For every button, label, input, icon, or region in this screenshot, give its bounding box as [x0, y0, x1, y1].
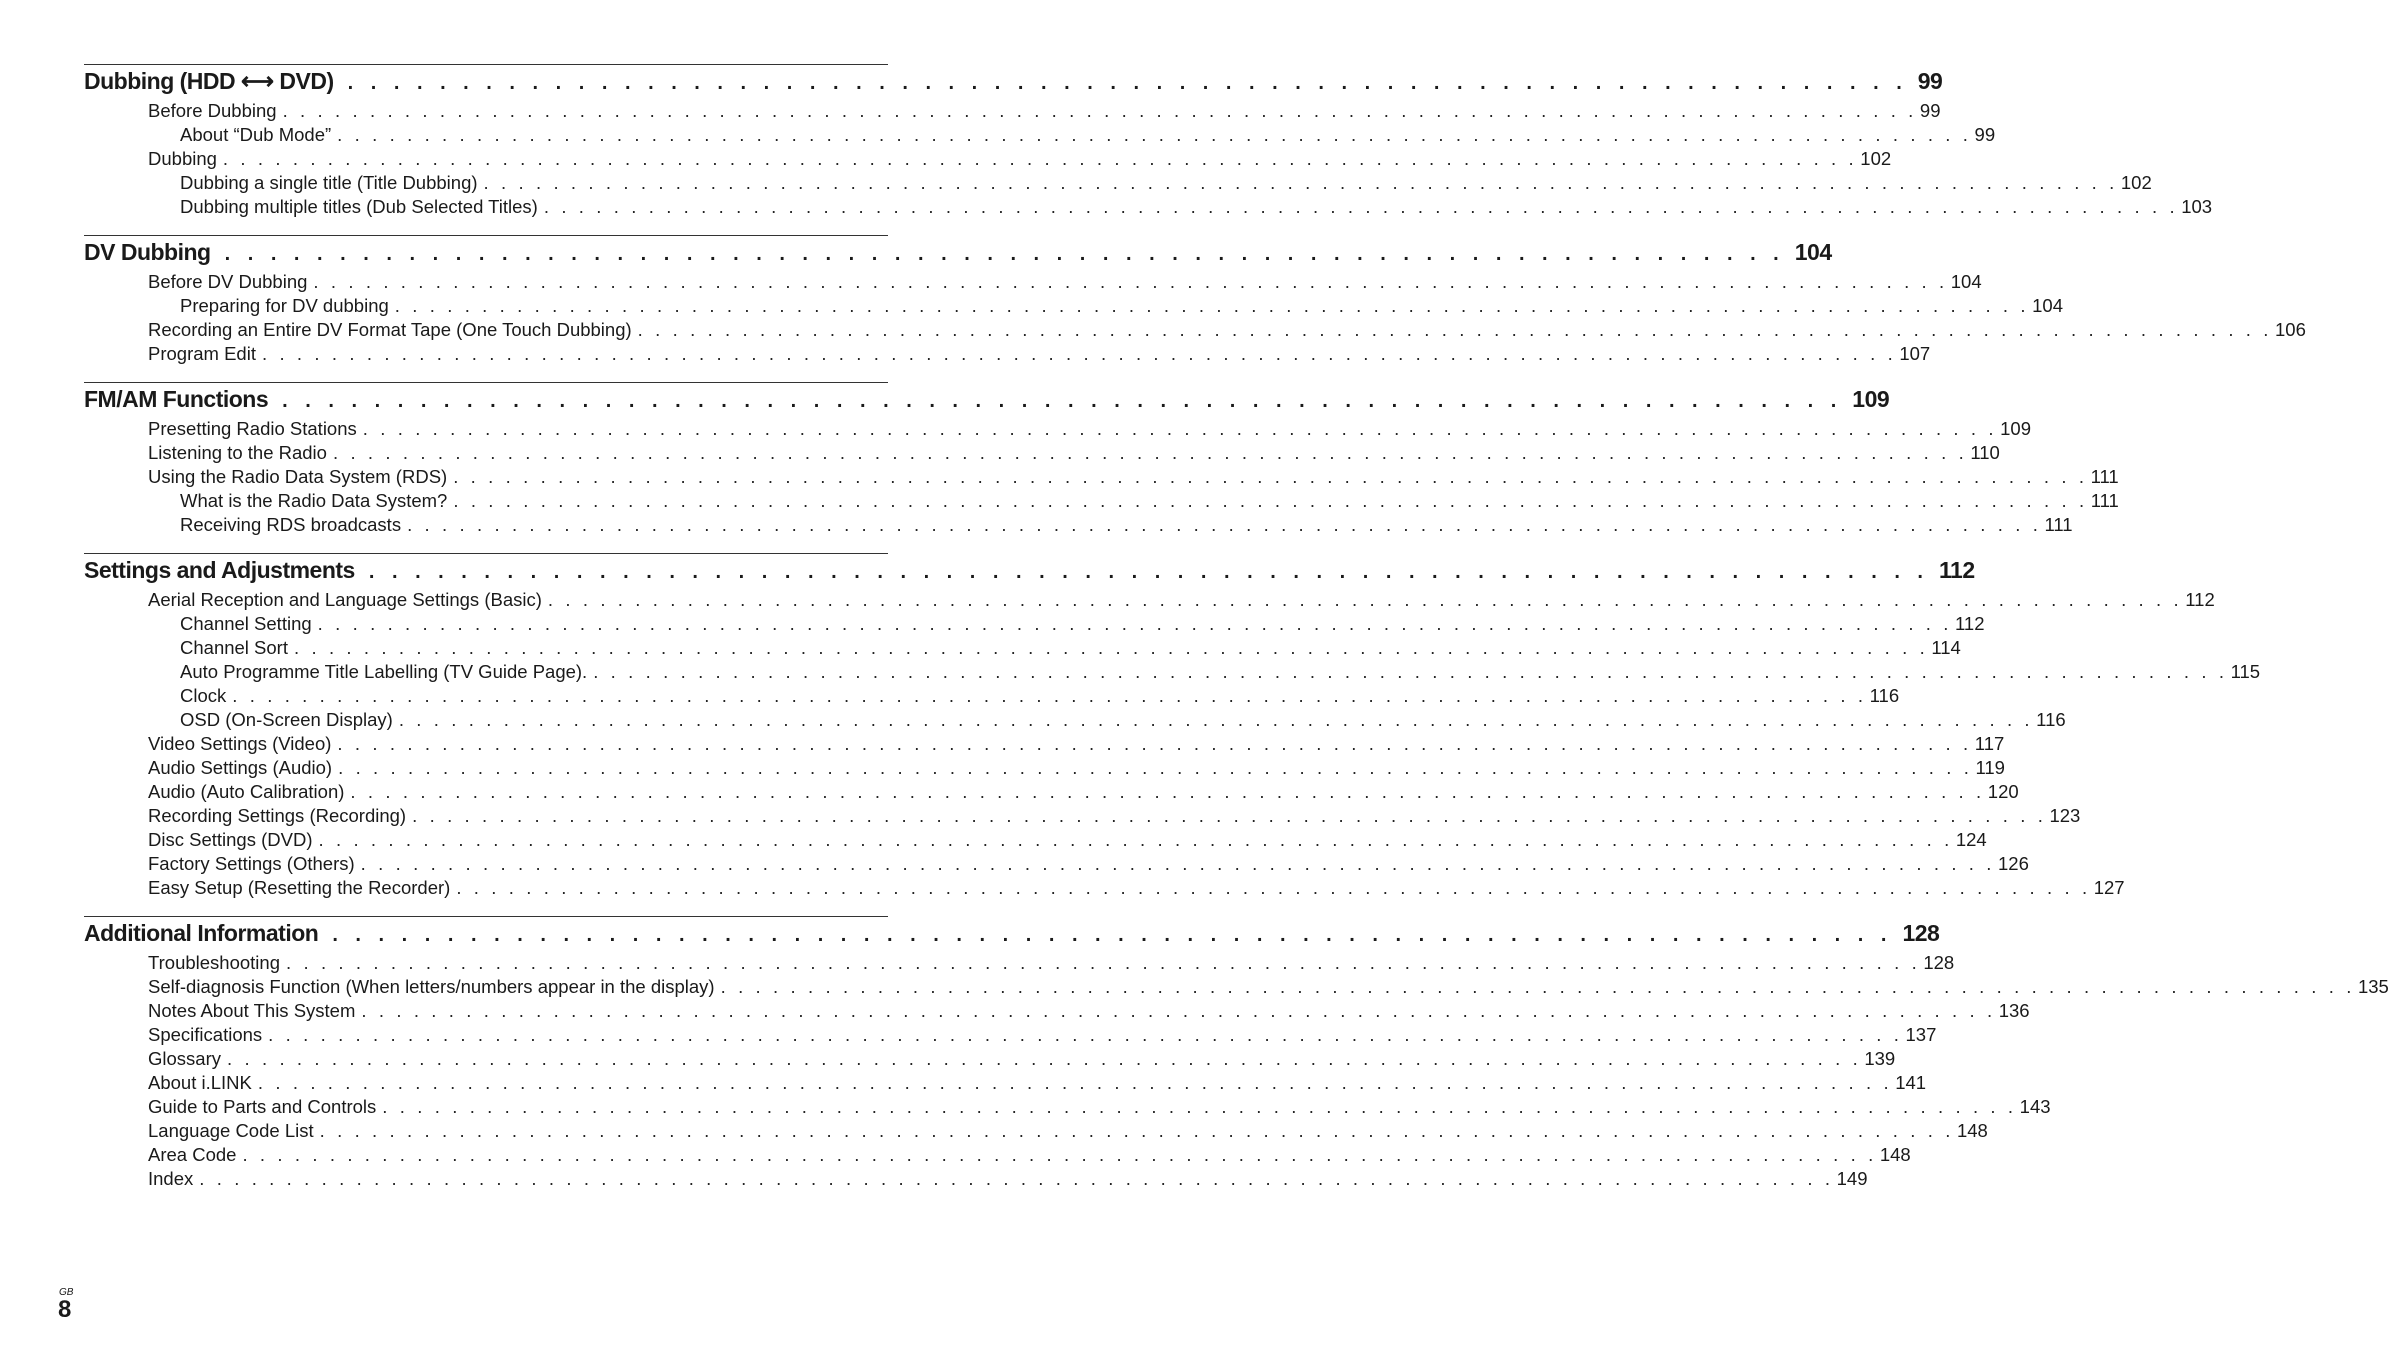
toc-entry[interactable]	[84, 876, 2125, 900]
toc-entry[interactable]	[84, 342, 1931, 366]
toc-entry[interactable]	[84, 1047, 1896, 1071]
section-heading[interactable]	[84, 64, 1943, 99]
dot-leader: . . . . . . . . . . . . . . . . . . . . . . . . . . . . . . . . . . . . . . . . . . . . . . . . . . . . . . . . . . . . . . . . . . . . . . . . . . . . . . . . . . . . . . . . . . . . . .	[319, 1120, 1954, 1141]
toc-entry[interactable]	[84, 804, 2081, 828]
entry-title: Notes About This System	[148, 1000, 356, 1021]
toc-entry[interactable]	[84, 1071, 1927, 1095]
toc-entry[interactable]	[84, 756, 2005, 780]
entry-page-number: 99	[1919, 100, 1941, 121]
entry-title: About “Dub Mode”	[180, 124, 332, 145]
entry-page-number: 111	[2090, 490, 2119, 511]
table-of-contents	[84, 64, 2389, 1207]
dot-leader: . . . . . . . . . . . . . . . . . . . . . . . . . . . . . . . . . . . . . . . . . . . . . . . . . . . . . . . . . . . . . . . . . . . .	[368, 561, 1929, 583]
dot-leader: . . . . . . . . . . . . . . . . . . . . . . . . . . . . . . . . . . . . . . . . . . . . . . . . . . . . . . . . . . . . . . . . . . . . . . . . . . . . . . . . . . . . . . . . . . . . . .	[293, 637, 1929, 658]
toc-entry[interactable]	[84, 195, 2213, 219]
section-title: Settings and Adjustments	[84, 557, 355, 583]
dot-leader: . . . . . . . . . . . . . . . . . . . . . . . . . . . . . . . . . . . . . . . . . . . . . . . . . . . . . . . . . . . . . . . . . . . . . . . . . . . . . . . . . . . . . . . . . . . . . .	[453, 466, 2088, 487]
dot-leader: . . . . . . . . . . . . . . . . . . . . . . . . . . . . . . . . . . . . . . . . . . . . . . . . . . . . . . . . . . . . . . . . . . . . . . . . . . . . . . . . . . . . . . . . . . . . . .	[338, 757, 1973, 778]
section-page-number: 109	[1852, 386, 1890, 412]
dot-leader: . . . . . . . . . . . . . . . . . . . . . . . . . . . . . . . . . . . . . . . . . . . . . . . . . . . . . . . . . . . . . . . . . . . . . . . . . . . . . . . . . . . . . . . . . . . . . .	[407, 514, 2042, 535]
dot-leader: . . . . . . . . . . . . . . . . . . . . . . . . . . . . . . . . . . . . . . . . . . . . . . . . . . . . . . . . . . . . . . . . . . . . . . . . . . . . . . . . . . . . . . . . . . . . . .	[242, 1144, 1877, 1165]
dot-leader: . . . . . . . . . . . . . . . . . . . . . . . . . . . . . . . . . . . . . . . . . . . . . . . . . . . . . . . . . . . . . . . . . . . . . . . . . . . . . . . . . . . . . . . . . . . . . .	[261, 343, 1897, 364]
dot-leader: . . . . . . . . . . . . . . . . . . . . . . . . . . . . . . . . . . . . . . . . . . . . . . . . . . . . . . . . . . . . . . . . . . . . . . . . . . . . . . . . . . . . . . . . . . . . . .	[637, 319, 2273, 340]
toc-entry[interactable]	[84, 780, 2019, 804]
entry-page-number: 149	[1836, 1168, 1868, 1189]
toc-entry[interactable]	[84, 951, 1955, 975]
entry-page-number: 112	[2185, 589, 2215, 610]
entry-title: Listening to the Radio	[148, 442, 327, 463]
entry-title: OSD (On-Screen Display)	[180, 709, 393, 730]
entry-page-number: 115	[2230, 661, 2261, 682]
dot-leader: . . . . . . . . . . . . . . . . . . . . . . . . . . . . . . . . . . . . . . . . . . . . . . . . . . . . . . . . . . . . . . . . . . . . . . . . . . . . . . . . . . . . . . . . . . . . . .	[593, 661, 2228, 682]
toc-entry[interactable]	[84, 513, 2073, 537]
entry-title: Language Code List	[148, 1120, 314, 1141]
toc-entry[interactable]	[84, 441, 2000, 465]
toc-section	[84, 235, 2306, 366]
entry-page-number: 114	[1931, 637, 1961, 658]
entry-title: Glossary	[148, 1048, 221, 1069]
entry-page-number: 123	[2049, 805, 2081, 826]
toc-entry[interactable]	[84, 417, 2031, 441]
dot-leader: . . . . . . . . . . . . . . . . . . . . . . . . . . . . . . . . . . . . . . . . . . . . . . . . . . . . . . . . . . . . . . . . . . . .	[347, 72, 1908, 94]
toc-entry[interactable]	[84, 1167, 1868, 1191]
entry-page-number: 120	[1987, 781, 2019, 802]
entry-title: Self-diagnosis Function (When letters/numbers appear in the display)	[148, 976, 715, 997]
entry-page-number: 124	[1955, 829, 1987, 850]
toc-entry[interactable]	[84, 123, 1996, 147]
toc-entry[interactable]	[84, 465, 2119, 489]
entry-title: Troubleshooting	[148, 952, 280, 973]
dot-leader: . . . . . . . . . . . . . . . . . . . . . . . . . . . . . . . . . . . . . . . . . . . . . . . . . . . . . . . . . . . . . . . . . . . . . . . . . . . . . . . . . . . . . . . . . . . . . .	[313, 271, 1948, 292]
entry-title: Recording an Entire DV Format Tape (One Touch Dubbing)	[148, 319, 632, 340]
dot-leader: . . . . . . . . . . . . . . . . . . . . . . . . . . . . . . . . . . . . . . . . . . . . . . . . . . . . . . . . . . . . . . . . . . . . . . . . . . . . . . . . . . . . . . . . . . . . . .	[337, 733, 1972, 754]
section-page-number: 128	[1902, 920, 1940, 946]
entry-page-number: 99	[1974, 124, 1996, 145]
toc-entry[interactable]	[84, 708, 2066, 732]
entry-title: Receiving RDS broadcasts	[180, 514, 402, 535]
entry-page-number: 107	[1899, 343, 1931, 364]
section-page-number: 112	[1939, 557, 1975, 583]
entry-page-number: 103	[2181, 196, 2213, 217]
entry-page-number: 112	[1955, 613, 1985, 634]
section-title: Dubbing (HDD ⟷ DVD)	[84, 68, 334, 94]
dot-leader: . . . . . . . . . . . . . . . . . . . . . . . . . . . . . . . . . . . . . . . . . . . . . . . . . . . . . . . . . . . . . . . . . . . . . . . . . . . . . . . . . . . . . . . . . . . . . .	[394, 295, 2030, 316]
entry-title: What is the Radio Data System?	[180, 490, 448, 511]
dot-leader: . . . . . . . . . . . . . . . . . . . . . . . . . . . . . . . . . . . . . . . . . . . . . . . . . . . . . . . . . . . . . . . . . . . . . . . . . . . . . . . . . . . . . . . . . . . . . .	[362, 418, 1998, 439]
toc-section	[84, 382, 2119, 537]
entry-page-number: 104	[1950, 271, 1982, 292]
entry-title: Dubbing a single title (Title Dubbing)	[180, 172, 478, 193]
entry-page-number: 111	[2044, 514, 2073, 535]
toc-entry[interactable]	[84, 99, 1941, 123]
dot-leader: . . . . . . . . . . . . . . . . . . . . . . . . . . . . . . . . . . . . . . . . . . . . . . . . . . . . . . . . . . . . . . . . . . . . . . . . . . . . . . . . . . . . . . . . . . . . . .	[227, 1048, 1862, 1069]
page-number: 8	[58, 1296, 72, 1323]
entry-page-number: 137	[1905, 1024, 1937, 1045]
dot-leader: . . . . . . . . . . . . . . . . . . . . . . . . . . . . . . . . . . . . . . . . . . . . . . . . . . . . . . . . . . . . . . . . . . . . . . . . . . . . . . . . . . . . . . . . . . . . . .	[453, 490, 2088, 511]
entry-title: Dubbing multiple titles (Dub Selected Titles)	[180, 196, 538, 217]
dot-leader: . . . . . . . . . . . . . . . . . . . . . . . . . . . . . . . . . . . . . . . . . . . . . . . . . . . . . . . . . . . . . . . . . . . . . . . . . . . . . . . . . . . . . . . . . . . . . .	[483, 172, 2118, 193]
region-code: GB	[59, 1287, 74, 1298]
dot-leader: . . . . . . . . . . . . . . . . . . . . . . . . . . . . . . . . . . . . . . . . . . . . . . . . . . . . . . . . . . . . . . . . . . . . . . . . . . . . . . . . . . . . . . . . . . . . . .	[285, 952, 1921, 973]
toc-entry[interactable]	[84, 999, 2030, 1023]
toc-entry[interactable]	[84, 1095, 2051, 1119]
dot-leader: . . . . . . . . . . . . . . . . . . . . . . . . . . . . . . . . . . . . . . . . . . . . . . . . . . . . . . . . . . . . . . . . . . . . . . . . . . . . . . . . . . . . . . . . . . . . . .	[412, 805, 2047, 826]
section-title: FM/AM Functions	[84, 386, 269, 412]
dot-leader: . . . . . . . . . . . . . . . . . . . . . . . . . . . . . . . . . . . . . . . . . . . . . . . . . . . . . . . . . . . . . . . . . . . . . . . . . . . . . . . . . . . . . . . . . . . . . .	[222, 148, 1858, 169]
section-heading[interactable]	[84, 553, 1975, 588]
dot-leader: . . . . . . . . . . . . . . . . . . . . . . . . . . . . . . . . . . . . . . . . . . . . . . . . . . . . . . . . . . . . . . . . . . . . . . . . . . . . . . . . . . . . . . . . . . . . . .	[337, 124, 1972, 145]
entry-page-number: 109	[2000, 418, 2031, 439]
entry-page-number: 141	[1895, 1072, 1927, 1093]
entry-title: Presetting Radio Stations	[148, 418, 357, 439]
dot-leader: . . . . . . . . . . . . . . . . . . . . . . . . . . . . . . . . . . . . . . . . . . . . . . . . . . . . . . . . . . . . . . . . . . . . . . . . . . . . . . . . . . . . . . . . . . . . . .	[332, 442, 1968, 463]
entry-page-number: 136	[1998, 1000, 2030, 1021]
dot-leader: . . . . . . . . . . . . . . . . . . . . . . . . . . . . . . . . . . . . . . . . . . . . . . . . . . . . . . . . . . . . . . . . . . . .	[224, 243, 1785, 265]
dot-leader: . . . . . . . . . . . . . . . . . . . . . . . . . . . . . . . . . . . . . . . . . . . . . . . . . . . . . . . . . . . . . . . . . . . . . . . . . . . . . . . . . . . . . . . . . . . . . .	[199, 1168, 1834, 1189]
entry-page-number: 104	[2032, 295, 2064, 316]
dot-leader: . . . . . . . . . . . . . . . . . . . . . . . . . . . . . . . . . . . . . . . . . . . . . . . . . . . . . . . . . . . . . . . . . . . . . . . . . . . . . . . . . . . . . . . . . . . . . .	[360, 853, 1996, 874]
toc-entry[interactable]	[84, 660, 2261, 684]
entry-title: Audio Settings (Audio)	[148, 757, 333, 778]
entry-page-number: 119	[1975, 757, 2005, 778]
toc-entry[interactable]	[84, 1119, 1988, 1143]
dot-leader: . . . . . . . . . . . . . . . . . . . . . . . . . . . . . . . . . . . . . . . . . . . . . . . . . . . . . . . . . . . . . . . . . . . .	[332, 924, 1893, 946]
entry-title: Using the Radio Data System (RDS)	[148, 466, 448, 487]
entry-title: Guide to Parts and Controls	[148, 1096, 377, 1117]
entry-title: Clock	[180, 685, 227, 706]
entry-title: Channel Setting	[180, 613, 312, 634]
entry-page-number: 117	[1974, 733, 2005, 754]
toc-entry[interactable]	[84, 975, 2389, 999]
entry-page-number: 111	[2090, 466, 2119, 487]
dot-leader: . . . . . . . . . . . . . . . . . . . . . . . . . . . . . . . . . . . . . . . . . . . . . . . . . . . . . . . . . . . . . . . . . . . . . . . . . . . . . . . . . . . . . . . . . . . . . .	[350, 781, 1985, 802]
entry-title: Disc Settings (DVD)	[148, 829, 313, 850]
entry-title: Factory Settings (Others)	[148, 853, 355, 874]
entry-title: Recording Settings (Recording)	[148, 805, 407, 826]
section-title: Additional Information	[84, 920, 319, 946]
entry-page-number: 135	[2357, 976, 2389, 997]
dot-leader: . . . . . . . . . . . . . . . . . . . . . . . . . . . . . . . . . . . . . . . . . . . . . . . . . . . . . . . . . . . . . . . . . . . . . . . . . . . . . . . . . . . . . . . . . . . . . .	[232, 685, 1867, 706]
entry-title: Index	[148, 1168, 194, 1189]
section-page-number: 104	[1794, 239, 1832, 265]
entry-title: Audio (Auto Calibration)	[148, 781, 345, 802]
toc-entry[interactable]	[84, 732, 2005, 756]
dot-leader: . . . . . . . . . . . . . . . . . . . . . . . . . . . . . . . . . . . . . . . . . . . . . . . . . . . . . . . . . . . . . . . . . . . .	[282, 390, 1843, 412]
toc-entry[interactable]	[84, 318, 2306, 342]
toc-entry[interactable]	[84, 294, 2064, 318]
entry-page-number: 127	[2093, 877, 2125, 898]
entry-title: Program Edit	[148, 343, 256, 364]
entry-page-number: 116	[2036, 709, 2066, 730]
entry-title: Preparing for DV dubbing	[180, 295, 389, 316]
section-page-number: 99	[1917, 68, 1943, 94]
dot-leader: . . . . . . . . . . . . . . . . . . . . . . . . . . . . . . . . . . . . . . . . . . . . . . . . . . . . . . . . . . . . . . . . . . . . . . . . . . . . . . . . . . . . . . . . . . . . . .	[317, 613, 1953, 634]
dot-leader: . . . . . . . . . . . . . . . . . . . . . . . . . . . . . . . . . . . . . . . . . . . . . . . . . . . . . . . . . . . . . . . . . . . . . . . . . . . . . . . . . . . . . . . . . . . . . .	[318, 829, 1953, 850]
entry-page-number: 143	[2019, 1096, 2051, 1117]
page-footer	[58, 1288, 73, 1322]
toc-entry[interactable]	[84, 270, 1982, 294]
entry-page-number: 126	[1998, 853, 2029, 874]
entry-page-number: 116	[1869, 685, 1900, 706]
toc-entry[interactable]	[84, 852, 2029, 876]
entry-title: Easy Setup (Resetting the Recorder)	[148, 877, 451, 898]
entry-page-number: 139	[1864, 1048, 1896, 1069]
toc-entry[interactable]	[84, 612, 1985, 636]
toc-entry[interactable]	[84, 1143, 1911, 1167]
toc-entry[interactable]	[84, 588, 2215, 612]
dot-leader: . . . . . . . . . . . . . . . . . . . . . . . . . . . . . . . . . . . . . . . . . . . . . . . . . . . . . . . . . . . . . . . . . . . . . . . . . . . . . . . . . . . . . . . . . . . . . .	[398, 709, 2034, 730]
toc-section	[84, 916, 2389, 1191]
toc-entry[interactable]	[84, 636, 1961, 660]
entry-page-number: 148	[1956, 1120, 1988, 1141]
toc-entry[interactable]	[84, 828, 1987, 852]
entry-title: Auto Programme Title Labelling (TV Guide Page).	[180, 661, 588, 682]
dot-leader: . . . . . . . . . . . . . . . . . . . . . . . . . . . . . . . . . . . . . . . . . . . . . . . . . . . . . . . . . . . . . . . . . . . . . . . . . . . . . . . . . . . . . . . . . . . . . .	[547, 589, 2183, 610]
dot-leader: . . . . . . . . . . . . . . . . . . . . . . . . . . . . . . . . . . . . . . . . . . . . . . . . . . . . . . . . . . . . . . . . . . . . . . . . . . . . . . . . . . . . . . . . . . . . . .	[543, 196, 2179, 217]
entry-title: Area Code	[148, 1144, 237, 1165]
dot-leader: . . . . . . . . . . . . . . . . . . . . . . . . . . . . . . . . . . . . . . . . . . . . . . . . . . . . . . . . . . . . . . . . . . . . . . . . . . . . . . . . . . . . . . . . . . . . . .	[720, 976, 2355, 997]
entry-page-number: 110	[1970, 442, 2000, 463]
toc-entry[interactable]	[84, 684, 1900, 708]
dot-leader: . . . . . . . . . . . . . . . . . . . . . . . . . . . . . . . . . . . . . . . . . . . . . . . . . . . . . . . . . . . . . . . . . . . . . . . . . . . . . . . . . . . . . . . . . . . . . .	[282, 100, 1917, 121]
dot-leader: . . . . . . . . . . . . . . . . . . . . . . . . . . . . . . . . . . . . . . . . . . . . . . . . . . . . . . . . . . . . . . . . . . . . . . . . . . . . . . . . . . . . . . . . . . . . . .	[361, 1000, 1996, 1021]
entry-title: Specifications	[148, 1024, 263, 1045]
entry-page-number: 102	[2120, 172, 2152, 193]
entry-title: Dubbing	[148, 148, 217, 169]
entry-title: Channel Sort	[180, 637, 288, 658]
toc-entry[interactable]	[84, 147, 1892, 171]
section-heading[interactable]	[84, 382, 1890, 417]
toc-section	[84, 64, 2213, 219]
entry-page-number: 148	[1879, 1144, 1911, 1165]
dot-leader: . . . . . . . . . . . . . . . . . . . . . . . . . . . . . . . . . . . . . . . . . . . . . . . . . . . . . . . . . . . . . . . . . . . . . . . . . . . . . . . . . . . . . . . . . . . . . .	[257, 1072, 1893, 1093]
dot-leader: . . . . . . . . . . . . . . . . . . . . . . . . . . . . . . . . . . . . . . . . . . . . . . . . . . . . . . . . . . . . . . . . . . . . . . . . . . . . . . . . . . . . . . . . . . . . . .	[456, 877, 2091, 898]
entry-title: Before Dubbing	[148, 100, 277, 121]
entry-title: Before DV Dubbing	[148, 271, 308, 292]
section-heading[interactable]	[84, 916, 1940, 951]
entry-page-number: 102	[1860, 148, 1892, 169]
section-heading[interactable]	[84, 235, 1832, 270]
toc-section	[84, 553, 2261, 900]
entry-title: Aerial Reception and Language Settings (Basic)	[148, 589, 542, 610]
toc-entry[interactable]	[84, 1023, 1937, 1047]
toc-entry[interactable]	[84, 489, 2119, 513]
entry-page-number: 106	[2275, 319, 2306, 340]
section-title: DV Dubbing	[84, 239, 211, 265]
entry-title: About i.LINK	[148, 1072, 252, 1093]
entry-page-number: 128	[1923, 952, 1955, 973]
dot-leader: . . . . . . . . . . . . . . . . . . . . . . . . . . . . . . . . . . . . . . . . . . . . . . . . . . . . . . . . . . . . . . . . . . . . . . . . . . . . . . . . . . . . . . . . . . . . . .	[382, 1096, 2017, 1117]
dot-leader: . . . . . . . . . . . . . . . . . . . . . . . . . . . . . . . . . . . . . . . . . . . . . . . . . . . . . . . . . . . . . . . . . . . . . . . . . . . . . . . . . . . . . . . . . . . . . .	[268, 1024, 1903, 1045]
entry-title: Video Settings (Video)	[148, 733, 332, 754]
toc-entry[interactable]	[84, 171, 2152, 195]
